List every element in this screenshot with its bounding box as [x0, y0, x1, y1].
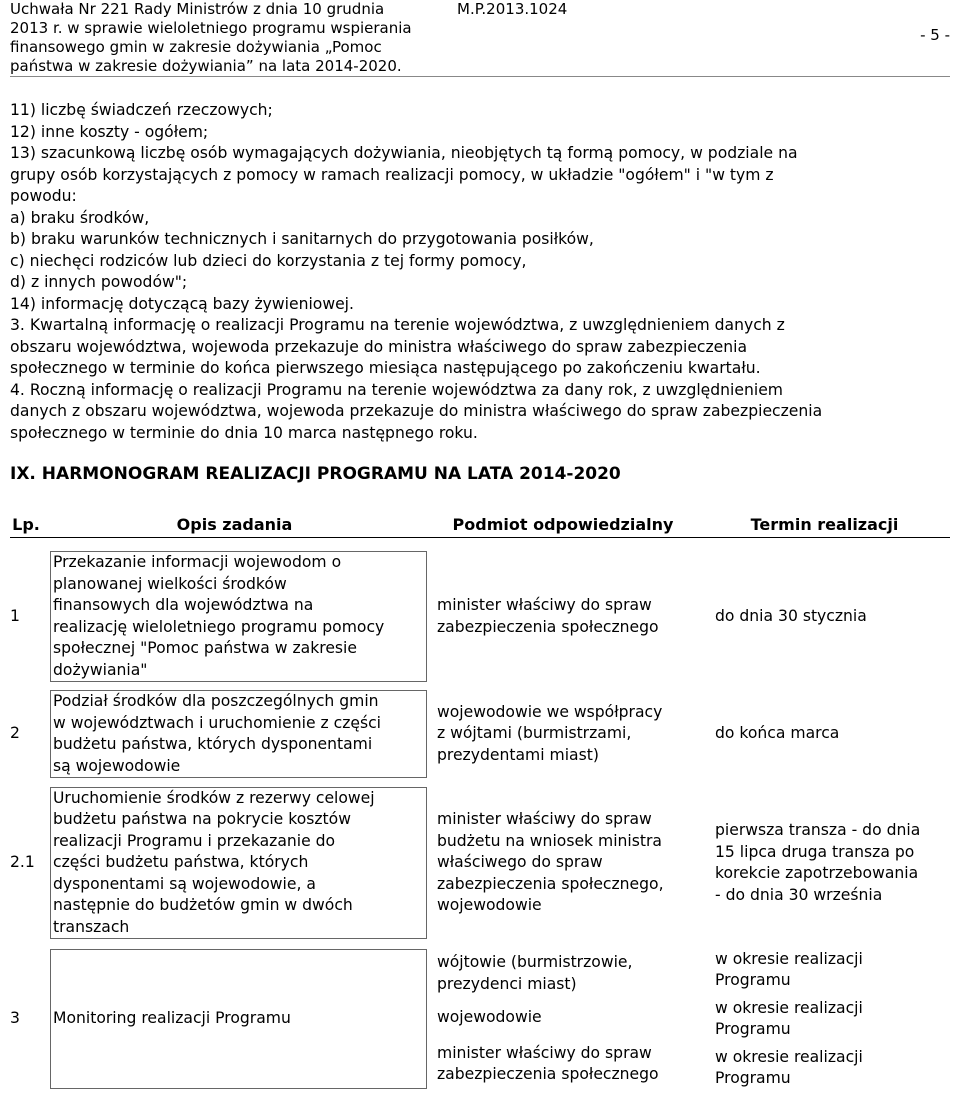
deadline: [699, 686, 950, 782]
body-line: społecznego w terminie do dnia 10 marca następnego roku.: [10, 423, 478, 442]
body-line: d) z innych powodów";: [10, 273, 188, 291]
text-line: prezydenci miast): [437, 974, 577, 993]
document-body: [10, 100, 950, 444]
table-row: [10, 782, 950, 944]
body-line: c) niechęci rodziców lub dzieci do korzystania z tej formy pomocy,: [10, 251, 527, 270]
body-line: a) braku środków,: [10, 208, 150, 227]
body-line: powodu:: [10, 187, 77, 205]
text-line: wojewodowie: [437, 1008, 542, 1027]
body-line: grupy osób korzystających z pomocy w ramach realizacji pomocy, w układzie "ogółem" i "w tym z: [10, 165, 774, 184]
table-row: [10, 547, 950, 686]
row-number: 2: [10, 724, 20, 743]
table-row: [10, 944, 950, 1094]
body-line: 3. Kwartalną informację o realizacji Programu na terenie województwa, z uwzględnieniem danych z: [10, 316, 785, 334]
task-description: [50, 551, 427, 682]
header-doc-code: M.P.2013.1024: [457, 0, 568, 18]
responsible-party: [427, 547, 699, 686]
body-line: społecznego w terminie do końca pierwszego miesiąca następującego po zakończeniu kwartału.: [10, 359, 761, 377]
task-description-cell: [42, 547, 427, 686]
table-row: [10, 686, 950, 782]
text-line: wójtowie (burmistrzowie,: [437, 953, 633, 972]
header-line: 2013 r. w sprawie wieloletniego programu wspierania: [10, 19, 412, 37]
text-line: minister właściwy do spraw: [437, 596, 652, 614]
text-line: następnie do budżetów gmin w dwóch: [53, 896, 353, 915]
text-line: finansowych dla województwa na: [53, 596, 314, 614]
text-line: zabezpieczenia społecznego: [437, 1065, 659, 1084]
text-line: dysponentami są wojewodowie, a: [53, 874, 316, 893]
body-line: obszaru województwa, wojewoda przekazuje do ministra właściwego do spraw zabezpieczenia: [10, 337, 748, 356]
section-title: IX. HARMONOGRAM REALIZACJI PROGRAMU NA LATA 2014-2020: [10, 464, 621, 484]
text-line: Programu: [715, 1069, 791, 1087]
text-line: Programu: [715, 1020, 791, 1038]
body-line: 13) szacunkową liczbę osób wymagających dożywiania, nieobjętych tą formą pomocy, w podziale na: [10, 144, 798, 162]
column-header-lp: Lp.: [10, 511, 42, 538]
column-header-termin: Termin realizacji: [699, 511, 950, 538]
row-number: 2.1: [10, 853, 35, 872]
text-line: minister właściwy do spraw: [437, 1043, 652, 1062]
deadline: [699, 782, 950, 944]
task-description: [50, 949, 427, 1089]
text-line: dożywiania": [53, 660, 148, 679]
text-line: budżetu państwa na pokrycie kosztów: [53, 810, 351, 829]
text-line: do dnia 30 stycznia: [715, 606, 867, 625]
text-line: są wojewodowie: [53, 756, 181, 775]
schedule-table: [10, 511, 950, 1094]
text-line: prezydentami miast): [437, 745, 599, 764]
body-line: danych z obszaru województwa, wojewoda przekazuje do ministra właściwego do spraw zabezpieczenia: [10, 402, 823, 420]
body-line: 14) informację dotyczącą bazy żywieniowej.: [10, 294, 354, 313]
task-description-cell: [42, 782, 427, 944]
text-line: w okresie realizacji: [715, 1047, 863, 1066]
text-line: minister właściwy do spraw: [437, 810, 652, 829]
text-line: transzach: [53, 917, 130, 936]
task-description: [50, 690, 427, 778]
text-line: Podział środków dla poszczególnych gmin: [53, 692, 379, 710]
body-line: b) braku warunków technicznych i sanitarnych do przygotowania posiłków,: [10, 230, 594, 248]
text-line: zabezpieczenia społecznego,: [437, 874, 664, 893]
text-line: korekcie zapotrzebowania: [715, 864, 919, 882]
text-line: budżetu państwa, których dysponentami: [53, 735, 373, 753]
page-number: - 5 -: [920, 26, 950, 44]
text-line: Uruchomienie środków z rezerwy celowej: [53, 788, 375, 807]
body-line: 4. Roczną informację o realizacji Programu na terenie województwa za dany rok, z uwzględnieniem: [10, 380, 783, 399]
deadline: [699, 944, 950, 1094]
task-description-cell: [42, 944, 427, 1094]
responsible-party: [427, 782, 699, 944]
body-line: 11) liczbę świadczeń rzeczowych;: [10, 101, 273, 119]
text-line: części budżetu państwa, których: [53, 853, 309, 872]
responsible-party: [427, 944, 699, 1094]
text-line: budżetu na wniosek ministra: [437, 831, 662, 850]
text-line: w okresie realizacji: [715, 998, 863, 1017]
text-line: społecznej "Pomoc państwa w zakresie: [53, 639, 357, 657]
text-line: pierwsza transza - do dnia: [715, 821, 921, 839]
row-number: 3: [10, 1009, 20, 1028]
column-header-opis: Opis zadania: [42, 511, 427, 538]
text-line: do końca marca: [715, 724, 840, 743]
text-line: w województwach i uruchomienie z części: [53, 713, 382, 732]
text-line: Przekazanie informacji wojewodom o: [53, 553, 342, 571]
text-line: wojewodowie: [437, 896, 542, 915]
text-line: Monitoring realizacji Programu: [53, 1009, 291, 1028]
header-line: finansowego gmin w zakresie dożywiania „Pomoc: [10, 38, 382, 56]
text-line: w okresie realizacji: [715, 949, 863, 968]
header-line: Uchwała Nr 221 Rady Ministrów z dnia 10 grudnia: [10, 0, 385, 18]
body-line: 12) inne koszty - ogółem;: [10, 122, 209, 141]
text-line: Programu: [715, 971, 791, 989]
text-line: realizacji Programu i przekazanie do: [53, 831, 336, 850]
header-citation: [10, 0, 450, 76]
text-line: 15 lipca druga transza po: [715, 842, 915, 861]
text-line: - do dnia 30 września: [715, 885, 883, 904]
task-description-cell: [42, 686, 427, 782]
text-line: realizację wieloletniego programu pomocy: [53, 617, 385, 636]
deadline: [699, 547, 950, 686]
column-header-podmiot: Podmiot odpowiedzialny: [427, 511, 699, 538]
text-line: wojewodowie we współpracy: [437, 702, 663, 721]
task-description: [50, 787, 427, 940]
header-line: państwa w zakresie dożywiania” na lata 2014-2020.: [10, 57, 402, 75]
text-line: właściwego do spraw: [437, 853, 603, 872]
header-divider: [10, 76, 950, 77]
row-number: 1: [10, 606, 20, 625]
text-line: zabezpieczenia społecznego: [437, 617, 659, 636]
table-header-row: [10, 511, 950, 538]
responsible-party: [427, 686, 699, 782]
text-line: planowanej wielkości środków: [53, 574, 287, 593]
text-line: z wójtami (burmistrzami,: [437, 724, 632, 743]
